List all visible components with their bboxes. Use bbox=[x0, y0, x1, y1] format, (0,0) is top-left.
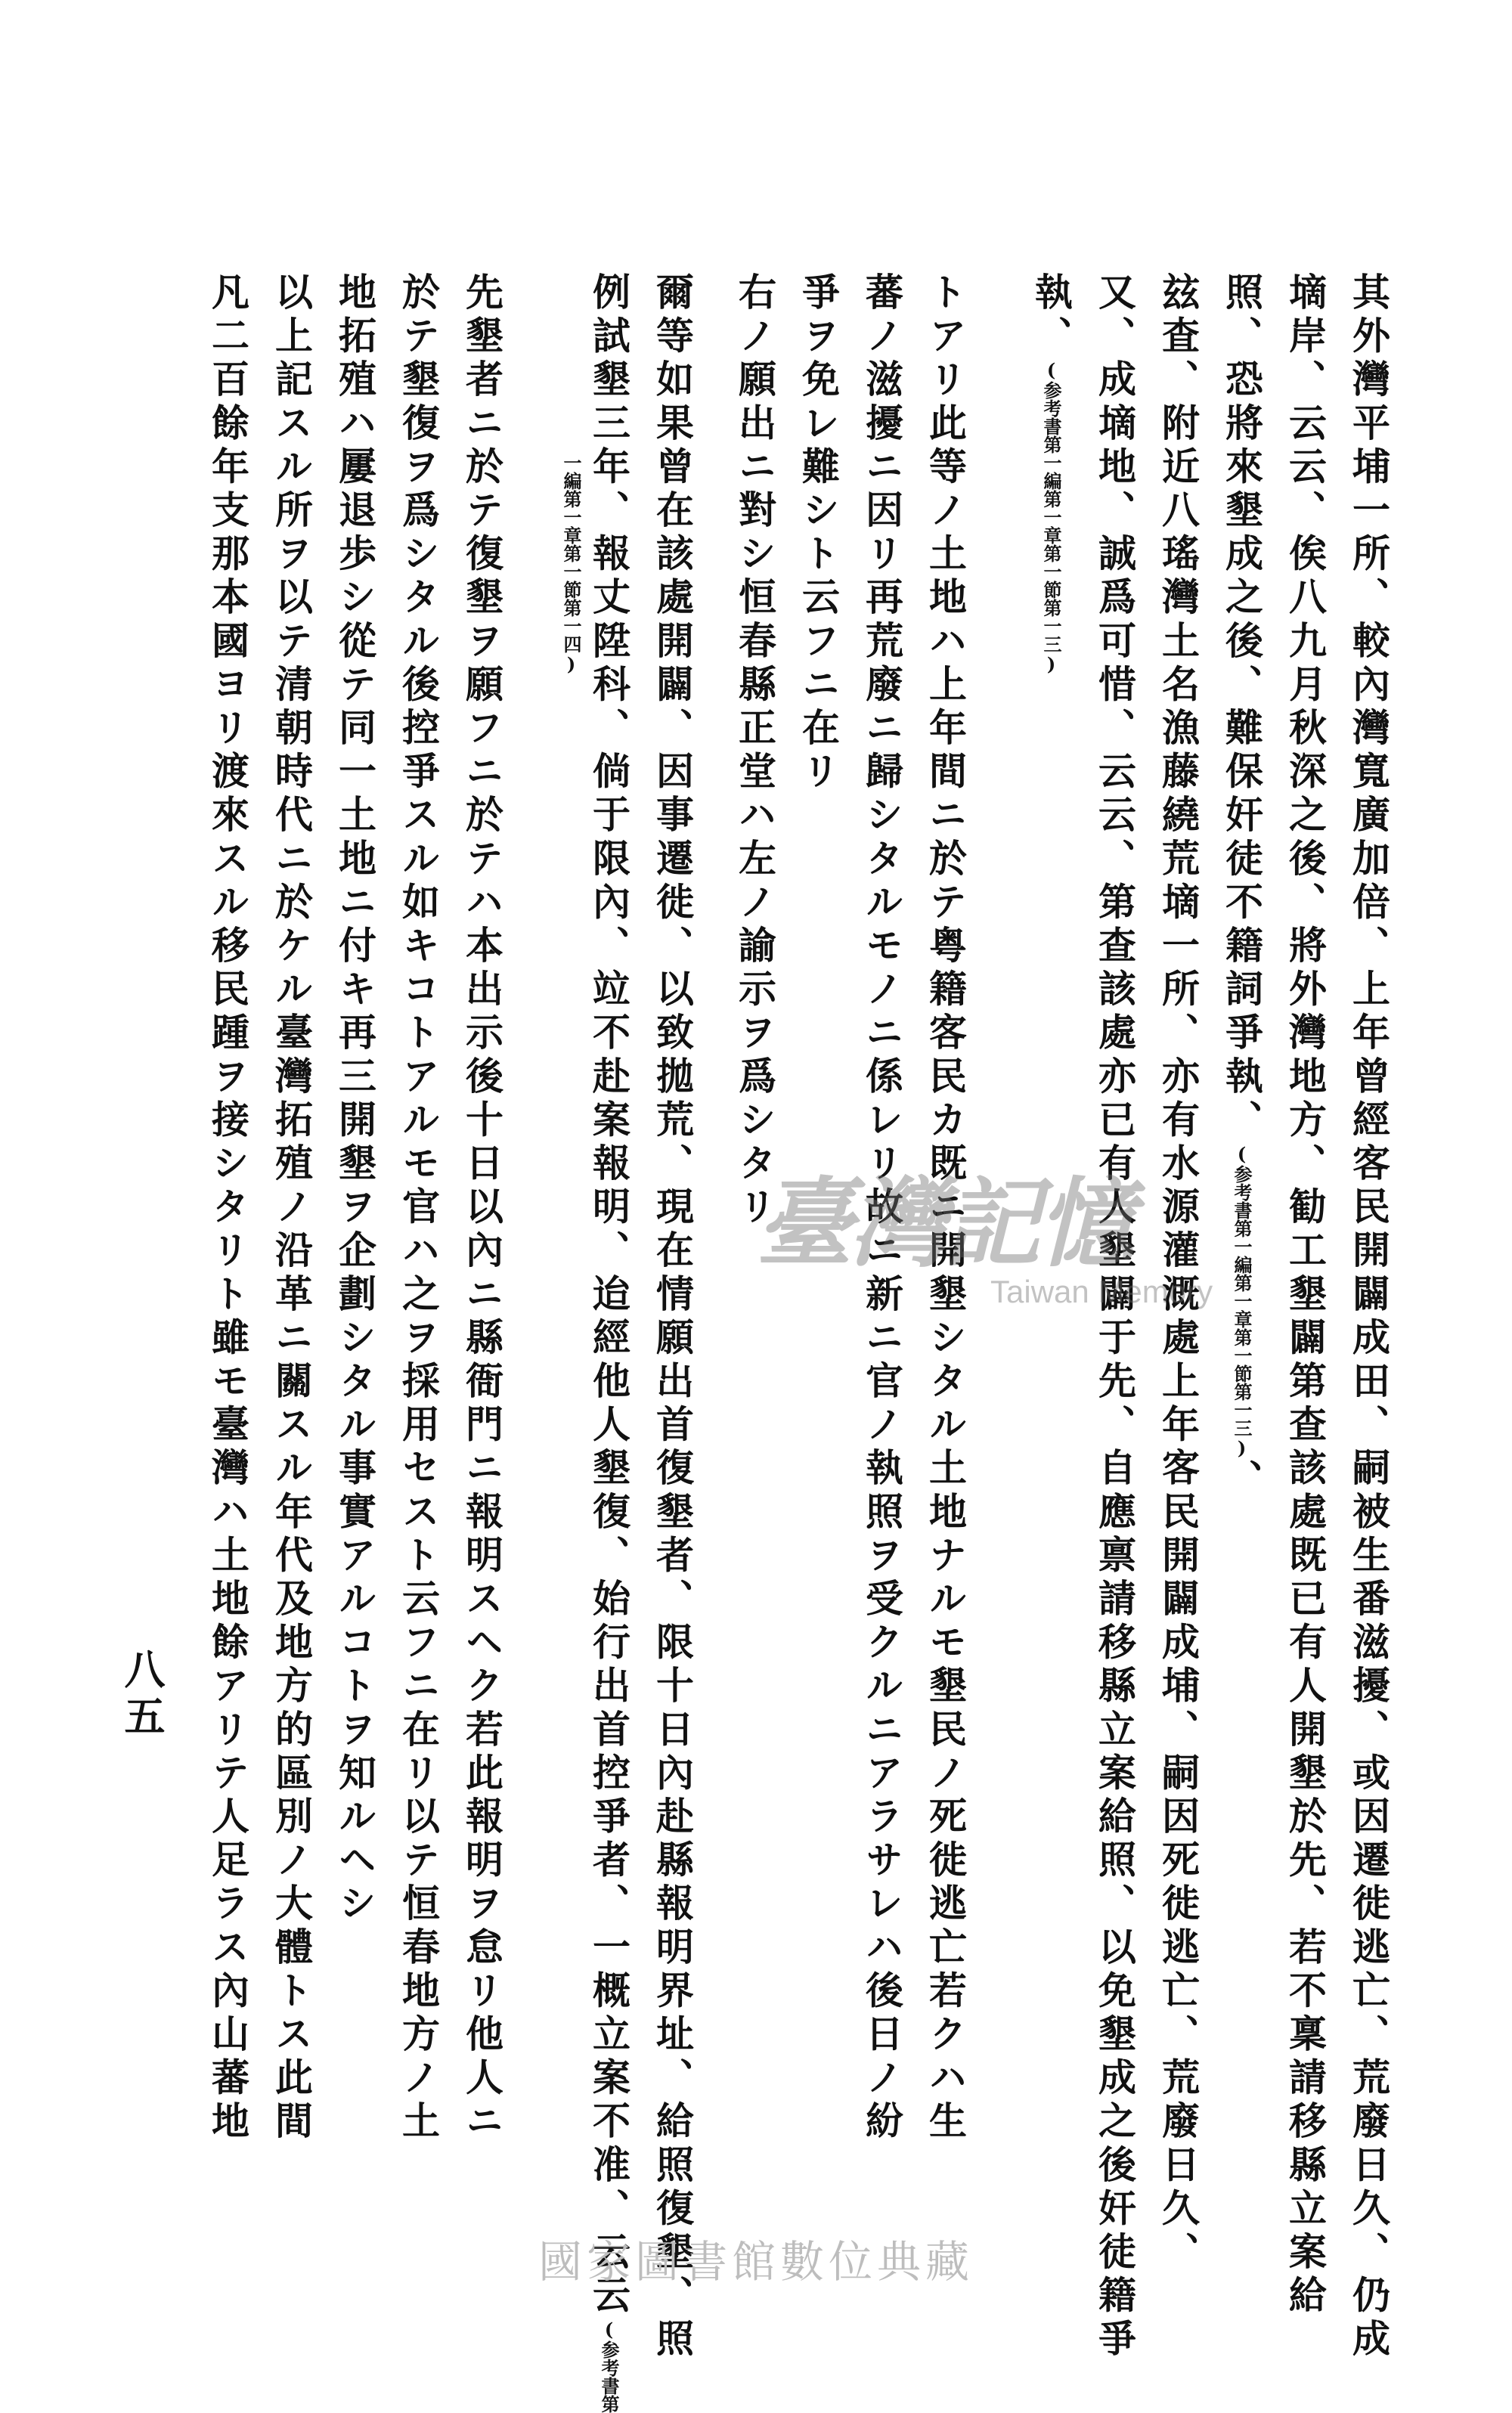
text-column-18: 凡二百餘年支那本國ヨリ渡來スル移民踵ヲ接シタリト雖モ臺灣ハ土地餘アリテ人足ラス內山蕃地 bbox=[206, 272, 250, 2145]
reference-note: (参考書第一編第一章第一節第一三) bbox=[1231, 1143, 1253, 1459]
text-column-8: 蕃ノ滋擾ニ因リ再荒廢ニ歸シタルモノニ係レリ故ニ新ニ官ノ執照ヲ受クルニアラサレハ後日ノ紛 bbox=[860, 272, 904, 2145]
text-column-16: 地拓殖ハ屢退歩シ從テ同一土地ニ付キ再三開墾ヲ企劃シタル事實アルコトヲ知ルヘシ bbox=[333, 272, 377, 1927]
text-column-3: 照、恐將來墾成之後、難保奸徒不籍詞爭執、(参考書第一編第一章第一節第一三)、 bbox=[1219, 272, 1264, 1503]
page-number: 八五 bbox=[118, 1648, 166, 1742]
reference-note: (参考書第一編第一章第一節第一三) bbox=[1040, 359, 1062, 676]
watermark-chinese: 臺灣記憶 bbox=[756, 1167, 1132, 1281]
text-column-2: 墑岸、云云、俟八九月秋深之後、將外灣地方、勧工墾闢第查該處既已有人開墾於先、若不稟請移縣立案給 bbox=[1283, 272, 1328, 2319]
footer-collection-label: 國家圖書館數位典藏 bbox=[538, 2236, 974, 2288]
text-column-6: 執、(参考書第一編第一章第一節第一三) bbox=[1029, 272, 1074, 676]
text-column-9: 爭ヲ免レ難シト云フニ在リ bbox=[796, 272, 841, 795]
text-column-17: 以上記スル所ヲ以テ清朝時代ニ於ケル臺灣拓殖ノ沿革ニ關スル年代及地方的區別ノ大體トス此間 bbox=[269, 272, 314, 2145]
text-column-15: 於テ墾復ヲ爲シタル後控爭スル如キコトアルモ官ハ之ヲ採用セスト云フニ在リ以テ恒春地方ノ土 bbox=[396, 272, 441, 2145]
text-column-10: 右ノ願出ニ對シ恒春縣正堂ハ左ノ諭示ヲ爲シタリ bbox=[733, 272, 777, 1231]
text-column-11: 爾等如果曾在該處開闢、因事遷徙、以致拋荒、現在情願出首復墾者、限十日內赴縣報明界址、給照復墾、照 bbox=[650, 272, 695, 2362]
reference-note: (参考書第 bbox=[598, 2319, 620, 2413]
text-column-1: 其外灣平埔一所、較內灣寬廣加倍、上年曾經客民開闢成田、嗣被生番滋擾、或因遷徙逃亡、荒廢日久、仍成 bbox=[1346, 272, 1391, 2362]
text-column-4: 玆査、附近八瑤灣土名漁藤繞荒墑一所、亦有水源灌溉處上年客民開闢成埔、嗣因死徙逃亡、荒廢日久、 bbox=[1156, 272, 1201, 2275]
text-column-12: 例試墾三年、報丈陞科、倘于限內、竝不赴案報明、迨經他人墾復、始行出首控爭者、一概立案不准、云云(参考書第 bbox=[587, 272, 631, 2413]
text-column-7: トアリ此等ノ土地ハ上年間ニ於テ粤籍客民カ既ニ開墾シタル土地ナルモ墾民ノ死徙逃亡若クハ生 bbox=[923, 272, 968, 2145]
reference-note: 一編第一章第一節第一四) bbox=[560, 454, 582, 675]
text-column-13 bbox=[552, 454, 590, 675]
text-column-14: 先墾者ニ於テ復墾ヲ願フニ於テハ本出示後十日以內ニ縣衙門ニ報明スヘク若此報明ヲ怠リ他人ニ bbox=[460, 272, 504, 2145]
text-column-5: 又、成墑地、誠爲可惜、云云、第查該處亦已有人墾闢于先、自應禀請移縣立案給照、以免墾成之後奸徒籍爭 bbox=[1092, 272, 1137, 2362]
watermark-english: Taiwan Memory bbox=[990, 1274, 1213, 1309]
